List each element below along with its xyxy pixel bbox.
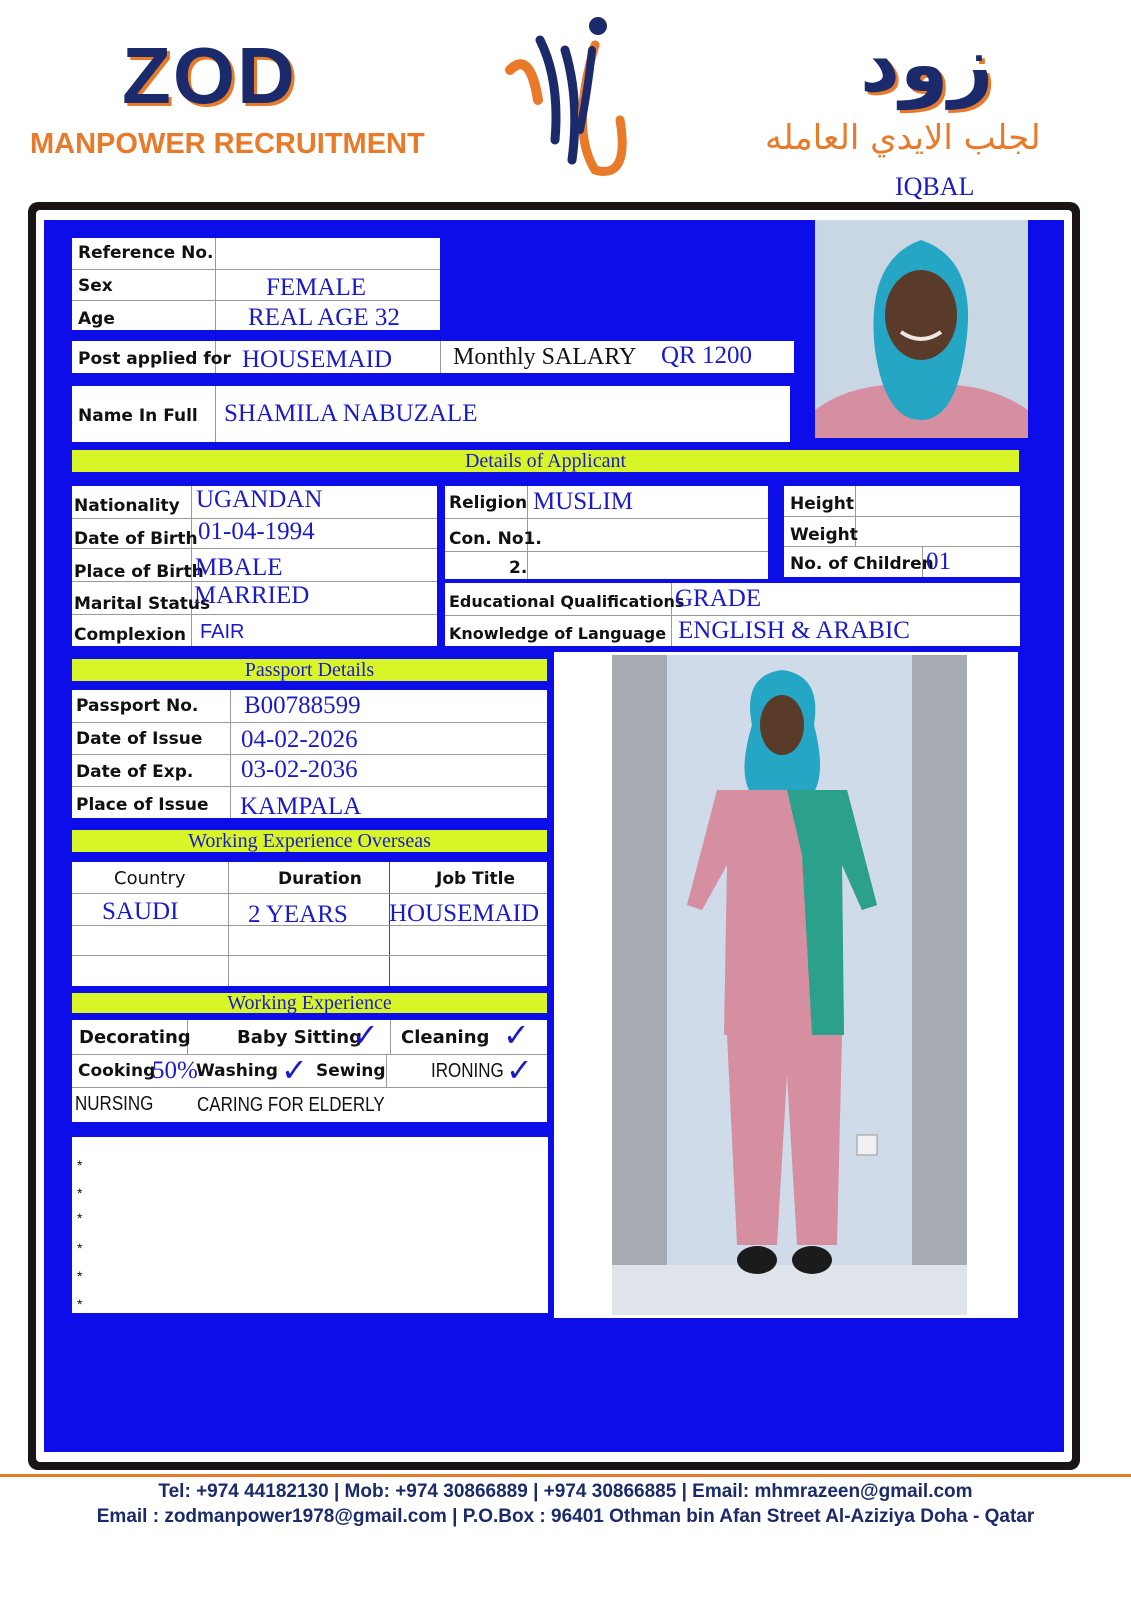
company-emblem bbox=[500, 10, 640, 180]
exp-caring: CARING FOR ELDERLY bbox=[197, 1094, 385, 1116]
washing-check: ✓ bbox=[281, 1051, 308, 1089]
salary-value: QR 1200 bbox=[661, 342, 752, 369]
full-body-photo bbox=[612, 655, 967, 1315]
marital-value: MARRIED bbox=[194, 582, 310, 609]
note-bullet-3: * bbox=[77, 1210, 83, 1226]
overseas-header-job: Job Title bbox=[436, 869, 515, 889]
experience-title: Working Experience bbox=[72, 993, 547, 1013]
pob-label: Place of Birth bbox=[74, 562, 204, 582]
exp-washing: Washing bbox=[196, 1061, 278, 1081]
nationality-value: UGANDAN bbox=[196, 486, 323, 513]
dob-value: 01-04-1994 bbox=[198, 518, 315, 545]
complexion-value: FAIR bbox=[200, 621, 245, 643]
post-label: Post applied for bbox=[78, 349, 231, 369]
arabic-subtitle: لجلب الايدي العامله bbox=[765, 118, 1041, 158]
exp-date-value: 03-02-2036 bbox=[241, 756, 358, 783]
overseas-country: SAUDI bbox=[102, 898, 179, 925]
portrait-photo bbox=[815, 220, 1028, 438]
exp-ironing: IRONING bbox=[431, 1060, 504, 1082]
salary-label: Monthly SALARY bbox=[453, 344, 637, 370]
religion-label: Religion bbox=[449, 493, 528, 513]
children-label: No. of Children bbox=[790, 554, 934, 574]
issue-date-value: 04-02-2026 bbox=[241, 726, 358, 753]
marital-label: Marital Status bbox=[74, 594, 211, 614]
branch-name: IQBAL bbox=[895, 172, 975, 201]
con1-label: Con. No1. bbox=[449, 529, 542, 549]
language-value: ENGLISH & ARABIC bbox=[678, 617, 910, 644]
issue-date-label: Date of Issue bbox=[76, 729, 203, 749]
note-bullet-6: * bbox=[77, 1296, 83, 1312]
dob-label: Date of Birth bbox=[74, 529, 198, 549]
complexion-label: Complexion bbox=[74, 625, 186, 645]
pob-value: MBALE bbox=[195, 554, 283, 581]
exp-cleaning: Cleaning bbox=[401, 1027, 490, 1048]
issue-place-value: KAMPALA bbox=[240, 793, 362, 820]
sex-value: FEMALE bbox=[266, 274, 366, 301]
exp-nursing: NURSING bbox=[75, 1093, 154, 1115]
exp-baby-sitting: Baby Sitting bbox=[237, 1027, 362, 1048]
overseas-header-duration: Duration bbox=[278, 869, 362, 889]
footer-address-line: Email : zodmanpower1978@gmail.com | P.O.Box : 96401 Othman bin Afan Street Al-Aziziya Doha - Qatar bbox=[96, 1506, 1035, 1527]
footer-rule bbox=[0, 1474, 1131, 1477]
post-value: HOUSEMAID bbox=[242, 346, 392, 373]
note-bullet-1: * bbox=[77, 1157, 83, 1173]
nationality-label: Nationality bbox=[74, 496, 180, 516]
issue-place-label: Place of Issue bbox=[76, 795, 209, 815]
education-value: GRADE bbox=[675, 585, 762, 612]
note-bullet-2: * bbox=[77, 1185, 83, 1201]
name-label: Name In Full bbox=[78, 406, 198, 426]
overseas-duration: 2 YEARS bbox=[248, 901, 348, 928]
logo-text: ZOD bbox=[122, 31, 297, 120]
details-title: Details of Applicant bbox=[72, 450, 1019, 472]
age-value: REAL AGE 32 bbox=[248, 304, 400, 331]
exp-cooking: Cooking bbox=[78, 1061, 156, 1081]
exp-date-label: Date of Exp. bbox=[76, 762, 194, 782]
religion-value: MUSLIM bbox=[533, 488, 634, 515]
overseas-title: Working Experience Overseas bbox=[72, 830, 547, 852]
exp-sewing: Sewing bbox=[316, 1061, 386, 1081]
arabic-logo: زود bbox=[860, 20, 994, 110]
passport-no-value: B00788599 bbox=[244, 692, 361, 719]
overseas-job: HOUSEMAID bbox=[389, 900, 539, 927]
cleaning-check: ✓ bbox=[503, 1016, 530, 1054]
height-label: Height bbox=[790, 494, 854, 514]
age-label: Age bbox=[78, 309, 115, 329]
note-bullet-5: * bbox=[77, 1268, 83, 1284]
footer-contact-line: Tel: +974 44182130 | Mob: +974 30866889 | +974 30866885 | Email: mhmrazeen@gmail.com bbox=[158, 1481, 973, 1502]
con2-label: 2. bbox=[509, 558, 528, 578]
education-label: Educational Qualifications bbox=[449, 592, 685, 611]
name-value: SHAMILA NABUZALE bbox=[224, 400, 478, 427]
children-value: 01 bbox=[926, 548, 951, 575]
reference-label: Reference No. bbox=[78, 243, 214, 263]
ironing-check: ✓ bbox=[506, 1051, 533, 1089]
notes-box bbox=[72, 1137, 548, 1313]
passport-no-label: Passport No. bbox=[76, 696, 199, 716]
company-subtitle: MANPOWER RECRUITMENT bbox=[30, 128, 425, 160]
passport-title: Passport Details bbox=[72, 659, 547, 681]
note-bullet-4: * bbox=[77, 1240, 83, 1256]
cooking-value: 50% bbox=[152, 1057, 198, 1084]
exp-decorating: Decorating bbox=[79, 1027, 191, 1048]
sex-label: Sex bbox=[78, 276, 113, 296]
baby-sitting-check: ✓ bbox=[352, 1016, 379, 1054]
overseas-header-country: Country bbox=[114, 868, 186, 889]
language-label: Knowledge of Language bbox=[449, 624, 667, 643]
weight-label: Weight bbox=[790, 525, 858, 545]
